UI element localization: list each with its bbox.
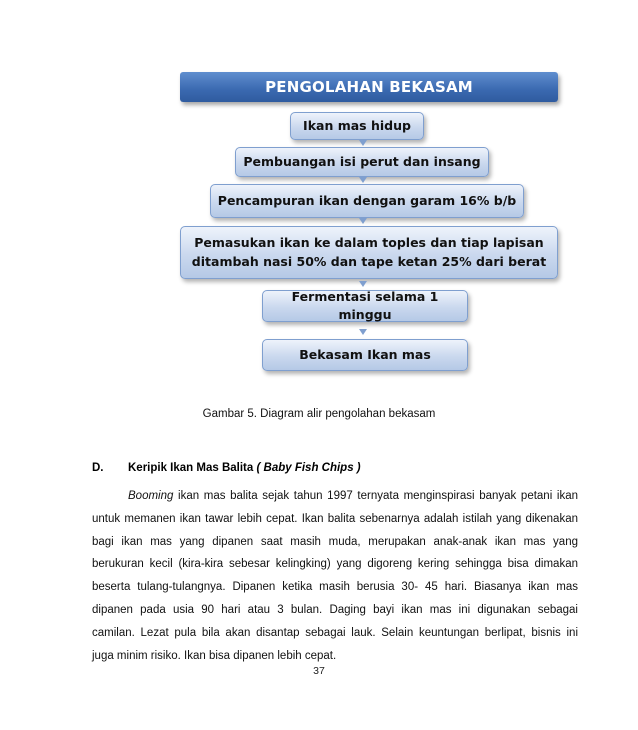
flow-step-4 bbox=[180, 226, 558, 279]
paragraph-line: beserta tulang-tulangnya. Dipanen ketika masih berusia 30- 45 hari. Biasanya ikan mas bbox=[92, 581, 578, 594]
figure-caption: Gambar 5. Diagram alir pengolahan bekasam bbox=[202, 408, 436, 420]
flow-arrow bbox=[359, 177, 367, 183]
section-subtitle: ( Baby Fish Chips ) bbox=[256, 462, 361, 474]
section-title: Keripik Ikan Mas Balita bbox=[128, 462, 254, 474]
flow-step-4-line-2: ditambah nasi 50% dan tape ketan 25% dari berat bbox=[191, 253, 547, 269]
paragraph-line: berukuran kecil (kira-kira sebesar kelingking) yang digoreng kering sehingga bisa dimakan bbox=[92, 558, 578, 571]
body-paragraph bbox=[92, 485, 578, 667]
flow-step-4-line-1: Pemasukan ikan ke dalam toples dan tiap lapisan bbox=[194, 235, 544, 251]
flow-step-5: Fermentasi selama 1 minggu bbox=[262, 290, 468, 322]
paragraph-line: camilan. Lezat pula bila akan disantap sebagai lauk. Selain keuntungan berlipat, bisnis ini bbox=[92, 626, 578, 639]
section-letter: D. bbox=[92, 462, 104, 474]
flow-step-2: Pembuangan isi perut dan insang bbox=[235, 147, 489, 177]
paragraph-line: untuk memanen ikan tawar lebih cepat. Ikan balita sebenarnya adalah istilah yang dikenakan bbox=[92, 512, 578, 525]
section-heading bbox=[92, 462, 361, 474]
flow-step-1: Ikan mas hidup bbox=[290, 112, 424, 140]
flow-arrow bbox=[359, 329, 367, 335]
flow-arrow bbox=[359, 218, 367, 224]
page-number: 37 bbox=[313, 665, 325, 677]
flowchart-title: PENGOLAHAN BEKASAM bbox=[180, 72, 558, 102]
flow-step-6: Bekasam Ikan mas bbox=[262, 339, 468, 371]
paragraph-line: bagi ikan mas yang dipanen saat masih muda, merupakan anak-anak ikan mas yang bbox=[92, 535, 578, 548]
flow-step-3: Pencampuran ikan dengan garam 16% b/b bbox=[210, 184, 524, 218]
paragraph-line: juga minim risiko. Ikan bisa dipanen lebih cepat. bbox=[92, 649, 337, 662]
first-word: Booming bbox=[128, 490, 174, 502]
paragraph-line: dipanen pada usia 90 hari atau 3 bulan. Daging bayi ikan mas ini digunakan sebagai bbox=[92, 603, 578, 616]
paragraph-line: Booming ikan mas balita sejak tahun 1997 ternyata menginspirasi banyak petani ikan bbox=[128, 490, 578, 502]
flow-arrow bbox=[359, 140, 367, 146]
flow-arrow bbox=[359, 281, 367, 287]
